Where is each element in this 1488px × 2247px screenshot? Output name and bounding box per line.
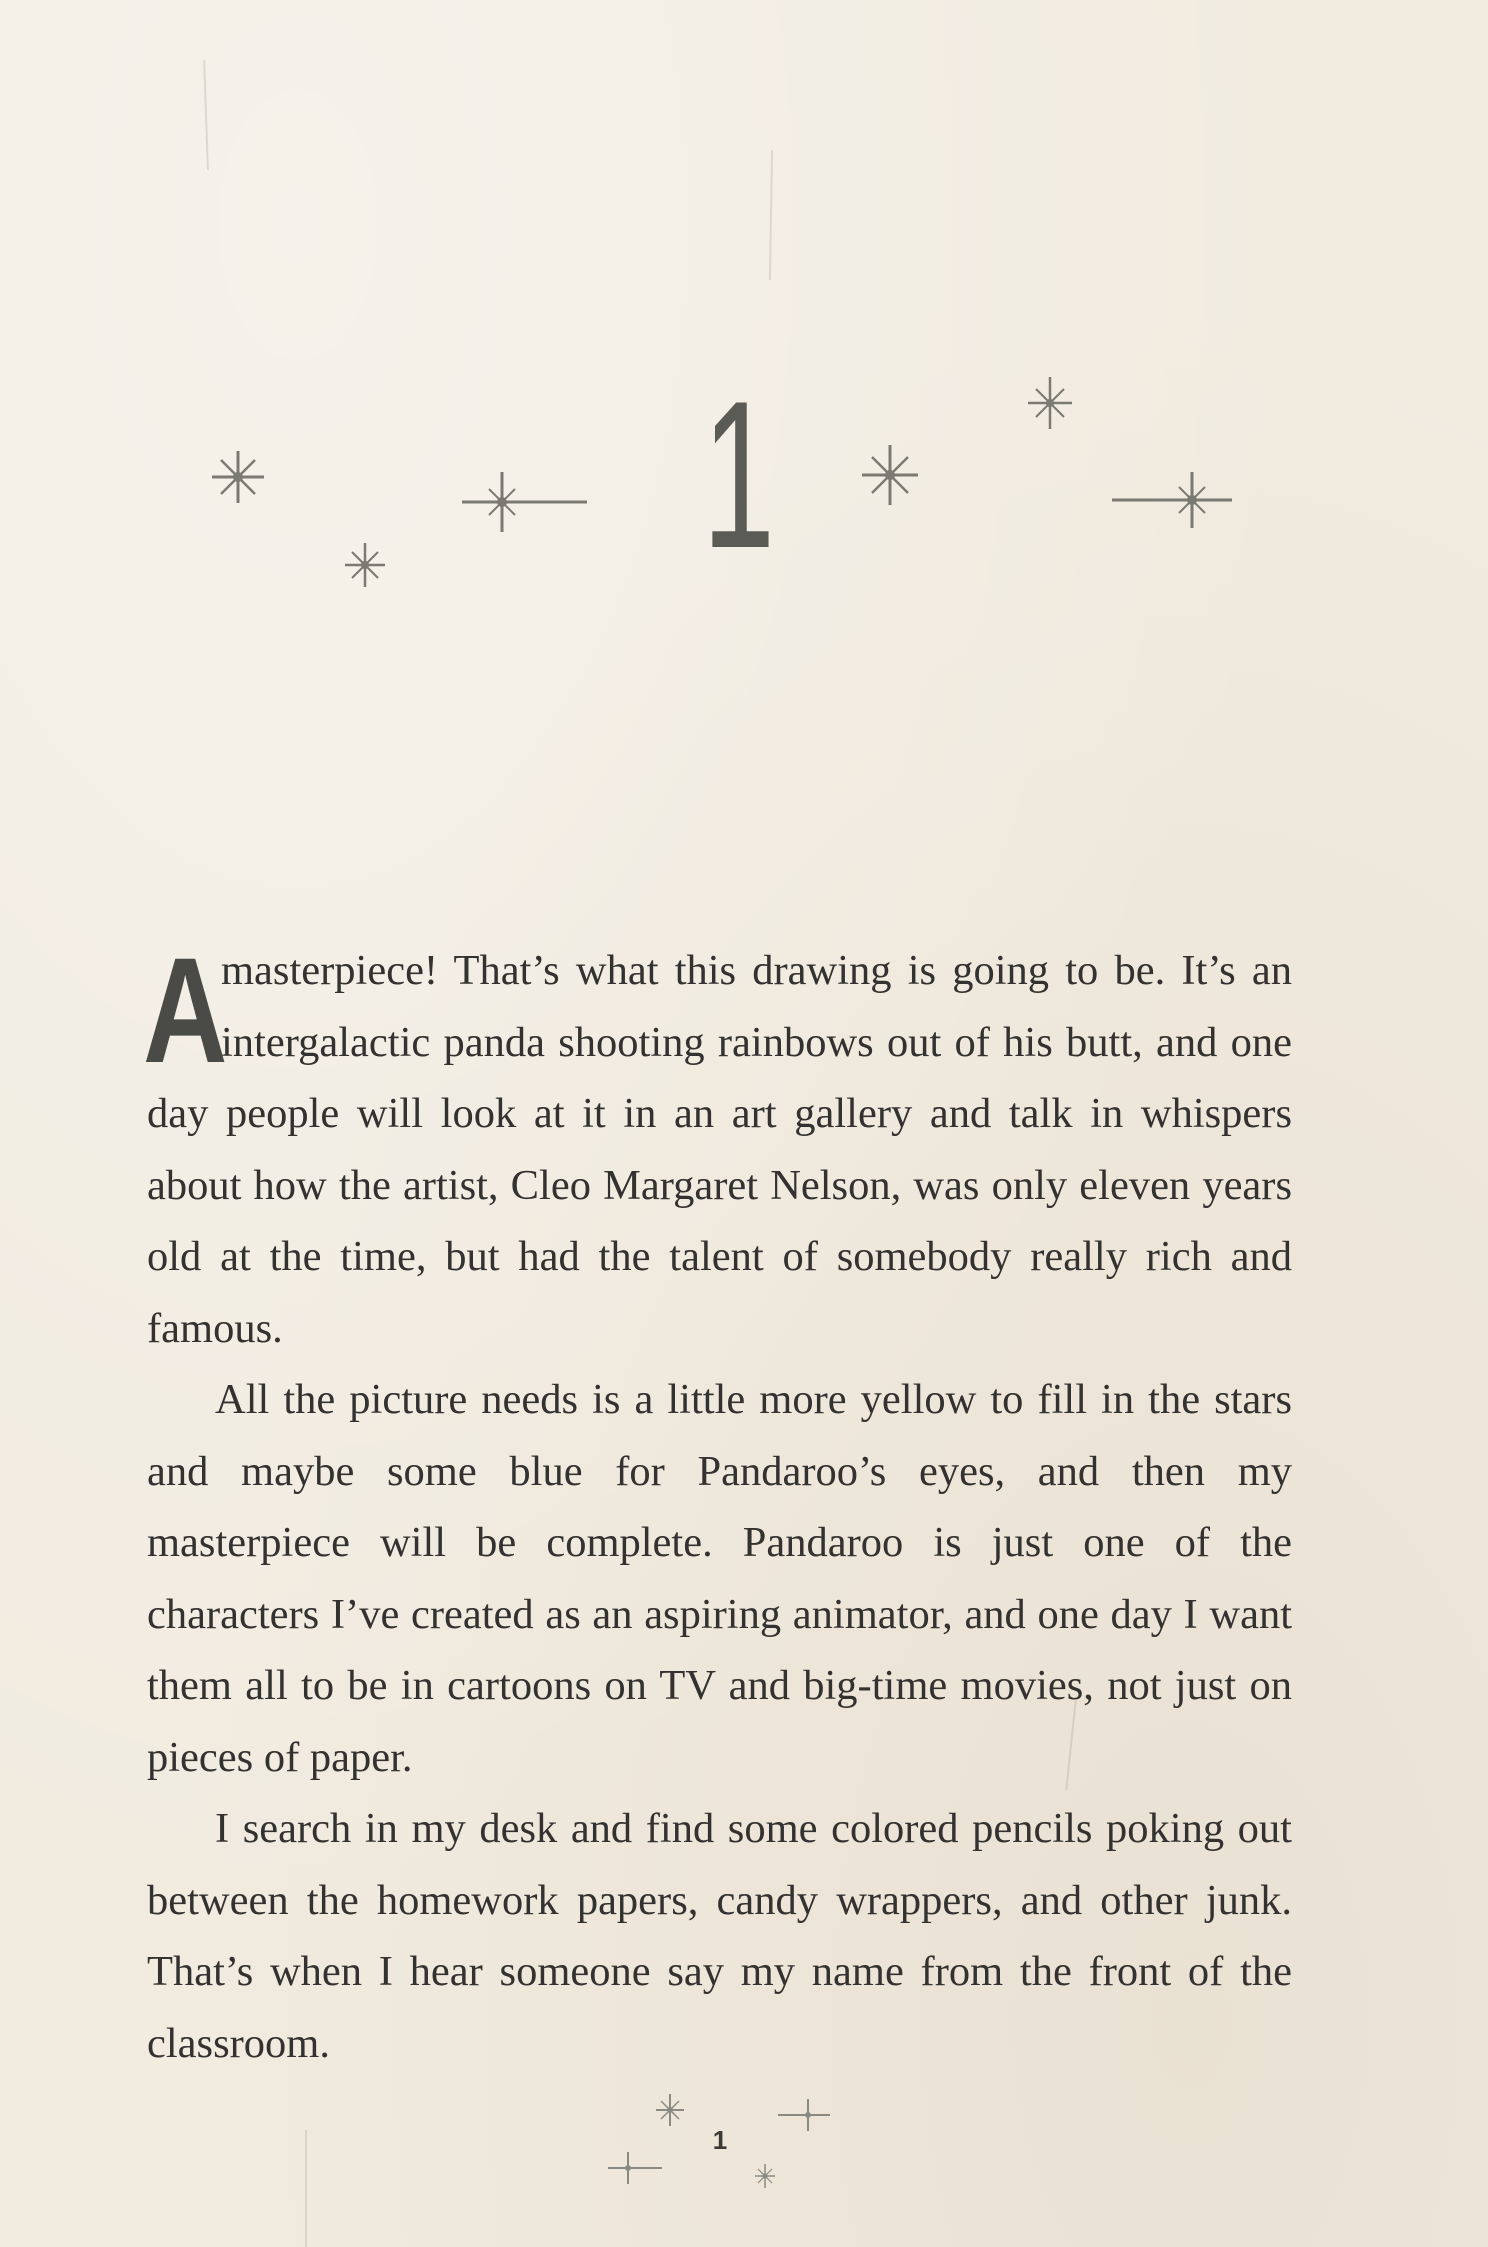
drop-cap: A <box>143 926 228 1094</box>
paragraph-text: masterpiece! That’s what this drawing is going to be. It’s an intergalactic panda shooting rainbows out of his butt, and one day people will look at it in an art gallery and talk in whispers about how the artist, Cleo Margaret Nelson, was only eleven years old at the time, but had the talent of somebody really rich and famous. <box>147 947 1292 1352</box>
paragraph: I search in my desk and find some colored pencils poking out between the homework papers, candy wrappers, and other junk. That’s when I hear someone say my name from the front of the classroom. <box>147 1805 1292 2067</box>
paragraph <box>143 926 1292 1364</box>
chapter-star-ornament <box>0 0 1488 700</box>
sparkle-star-icon <box>755 2164 775 2188</box>
page-number: 1 <box>712 2125 728 2155</box>
chapter-number: 1 <box>702 357 775 592</box>
sparkle-star-icon <box>778 2099 830 2131</box>
sparkle-star-icon <box>656 2094 684 2126</box>
sparkle-star-icon <box>212 451 264 503</box>
paragraph: All the picture needs is a little more yellow to fill in the stars and maybe some blue for Pandaroo’s eyes, and then my masterpiece will be complete. Pandaroo is just one of the characters I’ve created as an aspiring animator, and one day I want them all to be in cartoons on TV and big-time movies, not just on pieces of paper. <box>147 1376 1292 1781</box>
chapter-body <box>143 926 1292 2079</box>
sparkle-star-icon <box>608 2152 662 2184</box>
footer-star-ornament <box>0 2080 1488 2220</box>
